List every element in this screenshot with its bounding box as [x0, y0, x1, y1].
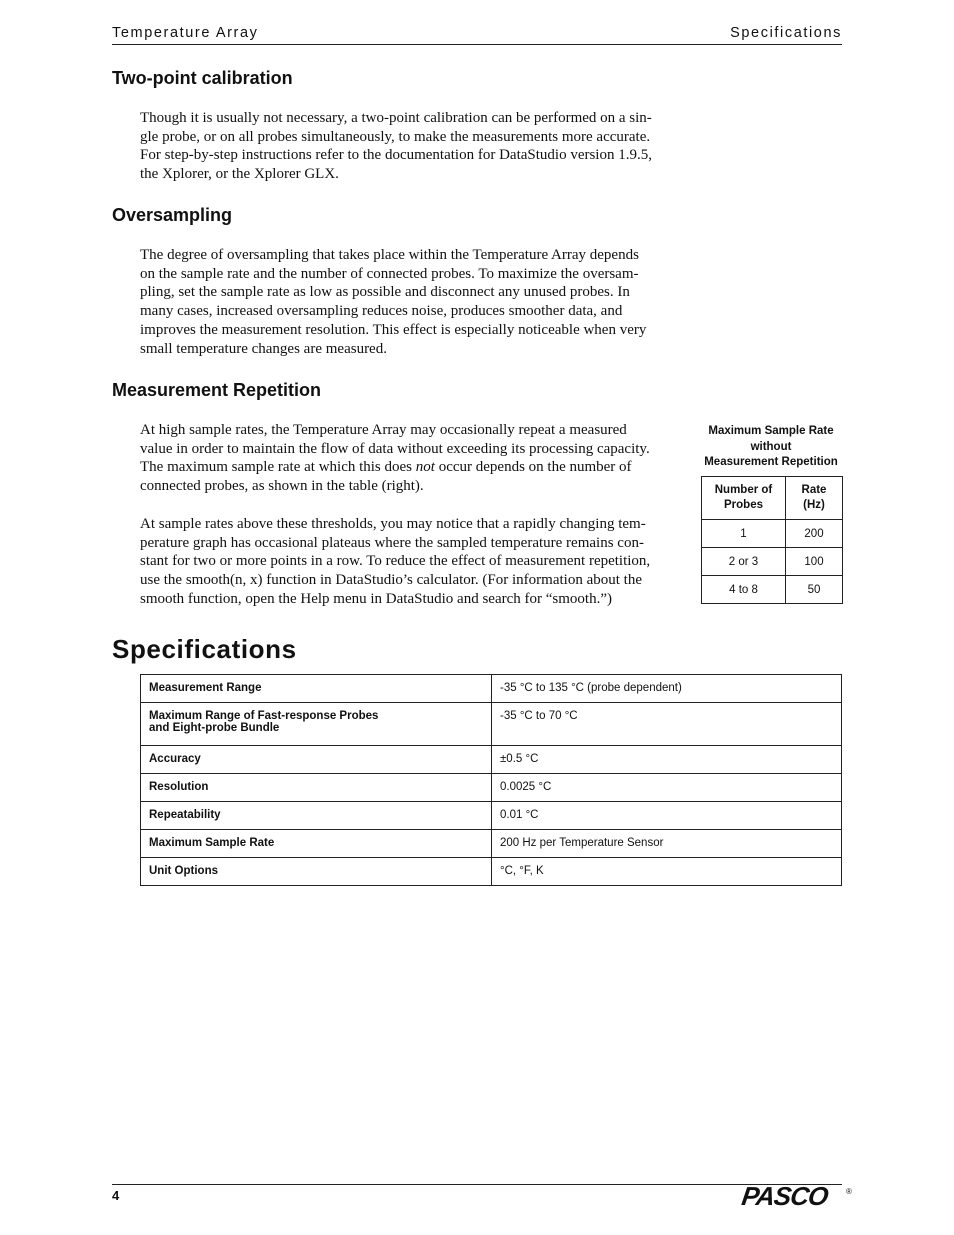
oversampling-text: The degree of oversampling that takes place within the Temperature Array depends on the sample rate and the number of connected probes. To maximize the oversam- pling, set the sample rate as low as possible and disconnect any unused probes. In many cases, increased oversampling reduces noise, produces smoother data, and improves the measurement resolution. This effect is especially noticeable when very small temperature changes are measured. — [140, 247, 647, 357]
table-row — [141, 858, 842, 886]
spec-label: Accuracy — [141, 746, 492, 774]
table-row — [702, 548, 843, 576]
spec-value: °C, °F, K — [492, 858, 842, 886]
sample-rate-table-caption: Maximum Sample Rate without Measurement Repetition — [704, 425, 838, 468]
probes-cell: 1 — [702, 520, 786, 548]
spec-label: Maximum Sample Rate — [141, 830, 492, 858]
spec-label: Unit Options — [141, 858, 492, 886]
emphasis-not: not — [415, 459, 435, 476]
table-row — [702, 520, 843, 548]
table-row — [141, 746, 842, 774]
rate-cell: 100 — [786, 548, 843, 576]
table-header-row — [702, 477, 843, 520]
two-point-calibration-text: Though it is usually not necessary, a two-point calibration can be performed on a sin- gle probe, or on all probes simultaneously, to make the measurements more accurate. For step-by-step instructions refer to the documentation for DataStudio version 1.9.5, the Xplorer, or the Xplorer GLX. — [140, 110, 652, 183]
spec-label: Resolution — [141, 774, 492, 802]
spec-value: 200 Hz per Temperature Sensor — [492, 830, 842, 858]
probes-cell: 4 to 8 — [702, 576, 786, 604]
spec-label: Maximum Range of Fast-response Probes and Eight-probe Bundle — [141, 703, 492, 746]
spec-value: 0.0025 °C — [492, 774, 842, 802]
rate-cell: 200 — [786, 520, 843, 548]
spec-label: Repeatability — [141, 802, 492, 830]
spec-label: Measurement Range — [141, 675, 492, 703]
table-row — [702, 576, 843, 604]
measurement-repetition-text-1: At high sample rates, the Temperature Array may occasionally repeat a measured value in order to maintain the flow of data without exceeding its processing capacity. The maximum sample rate at which this does not occur depends on the number of connected probes, as shown in the table (right). — [140, 422, 650, 495]
probes-column-header: Number of Probes — [702, 477, 786, 520]
measurement-repetition-heading: Measurement Repetition — [112, 380, 322, 400]
spec-value: 0.01 °C — [492, 802, 842, 830]
oversampling-heading: Oversampling — [112, 205, 233, 225]
page-header — [112, 24, 842, 45]
probes-cell: 2 or 3 — [702, 548, 786, 576]
spec-value: -35 °C to 135 °C (probe dependent) — [492, 675, 842, 703]
specifications-table — [140, 674, 842, 886]
rate-cell: 50 — [786, 576, 843, 604]
two-point-calibration-heading: Two-point calibration — [112, 68, 293, 88]
rate-column-header: Rate (Hz) — [786, 477, 843, 520]
spec-value: ±0.5 °C — [492, 746, 842, 774]
page-number: 4 — [112, 1188, 120, 1203]
spec-value: -35 °C to 70 °C — [492, 703, 842, 746]
pasco-logo: PASCO — [739, 1181, 830, 1211]
sample-rate-table — [701, 476, 843, 604]
header-section: Specifications — [730, 25, 842, 41]
footer-divider — [112, 1184, 842, 1185]
registered-mark: ® — [846, 1187, 852, 1196]
table-row — [141, 802, 842, 830]
table-row — [141, 703, 842, 746]
table-row — [141, 774, 842, 802]
table-row — [141, 830, 842, 858]
header-title: Temperature Array — [112, 25, 259, 41]
measurement-repetition-text-2: At sample rates above these thresholds, you may notice that a rapidly changing tem- perature graph has occasional plateaus where the sampled temperature remains con- stant for two or more points in a row. To reduce the effect of measurement repetition, use the smooth(n, x) function in DataStudio’s calculator. (For information about the smooth function, open the Help menu in DataStudio and search for “smooth.”) — [140, 516, 651, 607]
specifications-heading: Specifications — [112, 634, 297, 664]
table-row — [141, 675, 842, 703]
